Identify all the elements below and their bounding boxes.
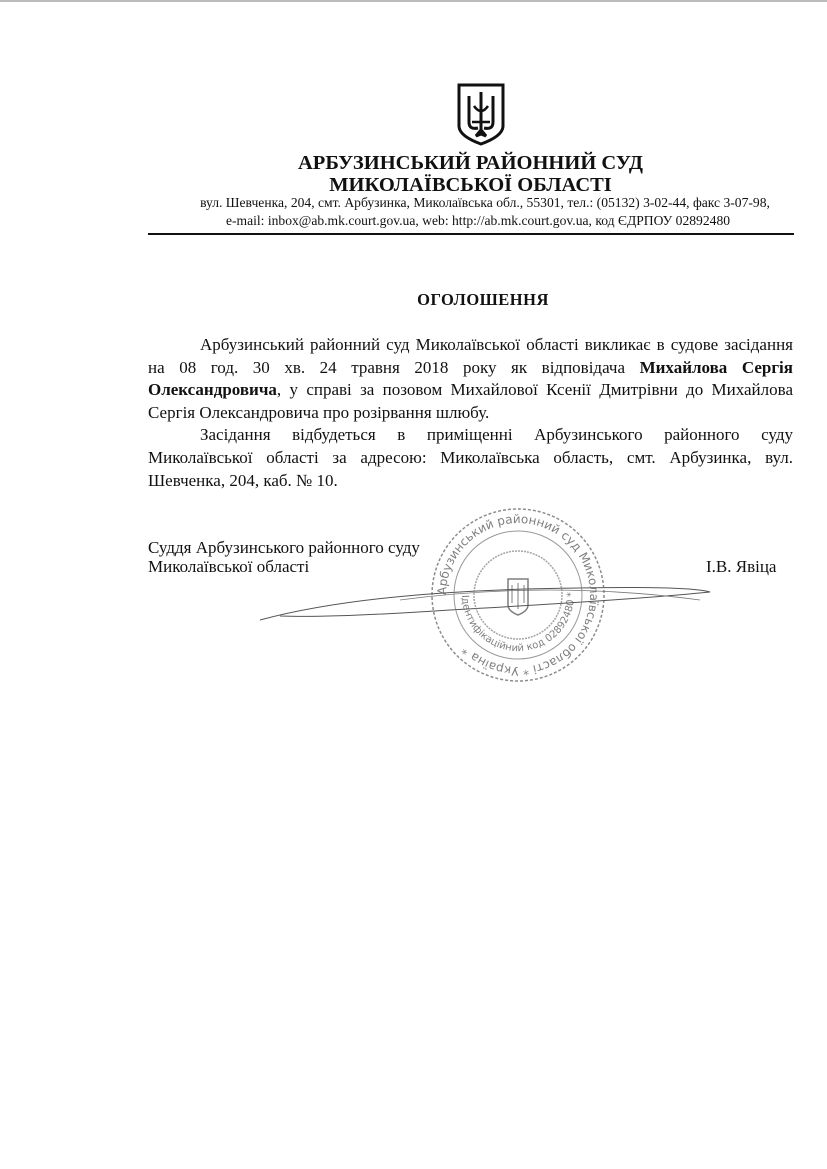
signer-position-line1: Суддя Арбузинського районного суду xyxy=(148,538,420,557)
notice-paragraph-2: Засідання відбудеться в приміщенні Арбузинського районного суду Миколаївської області за адресою: Миколаївська область, смт. Арбузинка, вул. Шевченка, 204, каб. № 10. xyxy=(148,425,793,490)
signer-name: І.В. Явіца xyxy=(706,557,777,576)
court-name-line1: АРБУЗИНСЬКИЙ РАЙОННИЙ СУД xyxy=(298,152,643,174)
text: , у справі за позовом Михайлової Ксенії Дмитрівни до Михайлова Сергія Олександровича про розірвання шлюбу. xyxy=(148,380,793,422)
coat-of-arms-icon xyxy=(456,82,506,146)
scan-edge xyxy=(0,0,827,2)
court-seal-stamp xyxy=(428,505,608,685)
defendant-name: Михайлова Сергія Олександровича xyxy=(148,357,793,400)
notice-paragraph-1 xyxy=(148,334,793,424)
court-address: вул. Шевченка, 204, смт. Арбузинка, Миколаївська обл., 55301, тел.: (05132) 3-02-44, факс 3-07-98, xyxy=(200,195,770,210)
svg-text:Ідентифікаційний код 02892480: Ідентифікаційний код 02892480 * xyxy=(458,591,578,655)
court-contacts: e-mail: inbox@ab.mk.court.gov.ua, web: http://ab.mk.court.gov.ua, код ЄДРПОУ 02892480 xyxy=(225,213,731,228)
svg-text:Арбузинський районний суд Мико: Арбузинський районний суд Миколаївської області * Україна * xyxy=(434,511,602,679)
court-name-line2: МИКОЛАЇВСЬКОЇ ОБЛАСТІ xyxy=(329,174,612,196)
signer-position-line2: Миколаївської області xyxy=(148,557,310,576)
text: Арбузинський районний суд Миколаївської області викликає в судове засідання на 08 год. 30 хв. 24 травня 2018 року як відповідача xyxy=(148,335,793,377)
header-divider xyxy=(148,233,794,235)
notice-body xyxy=(148,334,793,492)
notice-heading: ОГОЛОШЕННЯ xyxy=(417,290,549,309)
